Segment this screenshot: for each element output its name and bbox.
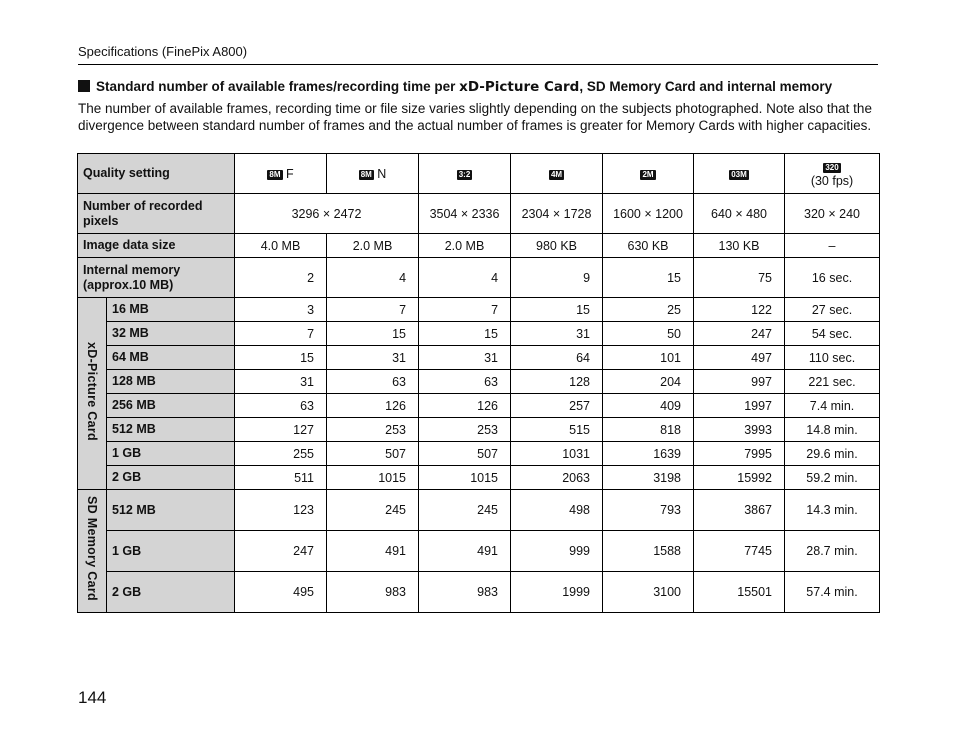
cell-value: 28.7 min. <box>806 544 858 558</box>
quality-cell <box>603 154 694 194</box>
running-header: Specifications (FinePix A800) <box>78 44 248 59</box>
cell-value: 126 <box>477 398 499 413</box>
page-number: 144 <box>78 688 107 707</box>
cell-value: 25 <box>667 302 682 317</box>
cell-value: Internal memory (approx.10 MB) <box>83 262 181 292</box>
card-cell <box>327 322 419 346</box>
cell-value: 7 <box>307 326 315 341</box>
cell-value: 128 <box>569 374 591 389</box>
cell-value: 3296 × 2472 <box>291 206 362 221</box>
cell-value: 497 <box>751 350 773 365</box>
card-row <box>78 370 880 394</box>
cell-value: 15992 <box>737 470 773 485</box>
cell-value: 27 sec. <box>811 302 853 317</box>
internal-cell <box>785 258 880 298</box>
card-cell <box>235 572 327 613</box>
card-cell <box>327 531 419 572</box>
card-cell <box>785 490 880 531</box>
card-cell <box>327 346 419 370</box>
card-cell <box>603 442 694 466</box>
card-cell <box>327 370 419 394</box>
card-cell <box>785 466 880 490</box>
cell-value: 127 <box>293 422 315 437</box>
cell-value: Image data size <box>83 238 176 252</box>
card-cell <box>785 370 880 394</box>
card-cell <box>419 490 511 531</box>
cell-value: 983 <box>477 585 499 599</box>
card-cell <box>603 370 694 394</box>
internal-cell <box>327 258 419 298</box>
card-cell <box>603 322 694 346</box>
card-cell <box>785 531 880 572</box>
card-cell <box>327 394 419 418</box>
capacity-label <box>107 298 235 322</box>
card-cell <box>694 531 785 572</box>
quality-mode-icon: 8M <box>360 169 372 179</box>
cell-value: 9 <box>583 270 591 285</box>
card-cell <box>785 298 880 322</box>
cell-value: 2063 <box>562 470 591 485</box>
card-cell <box>235 394 327 418</box>
card-cell <box>235 466 327 490</box>
cell-value: 247 <box>293 544 315 558</box>
card-cell <box>511 531 603 572</box>
card-cell <box>694 346 785 370</box>
card-row <box>78 298 880 322</box>
size-label <box>78 234 235 258</box>
cell-value: 2 GB <box>112 584 142 599</box>
cell-value: 130 KB <box>718 238 760 253</box>
card-cell <box>511 572 603 613</box>
card-cell <box>419 442 511 466</box>
cell-value: 3993 <box>744 422 773 437</box>
cell-value: 15 <box>576 302 591 317</box>
cell-value: 2 <box>307 270 315 285</box>
heading-suffix: , SD Memory Card and internal memory <box>579 79 833 94</box>
group-label-text: xD-Picture Card <box>85 342 99 441</box>
card-cell <box>694 490 785 531</box>
heading-xd-logo: xD-Picture Card <box>459 79 580 95</box>
cell-value: 50 <box>667 326 682 341</box>
card-cell <box>694 572 785 613</box>
card-cell <box>419 418 511 442</box>
cell-value: 123 <box>293 503 315 517</box>
cell-value: 320 × 240 <box>804 206 860 221</box>
cell-value: Quality setting <box>83 166 170 180</box>
frames-table <box>77 153 880 613</box>
quality-row <box>78 154 880 194</box>
cell-value: 1588 <box>653 544 682 558</box>
quality-cell <box>327 154 419 194</box>
card-cell <box>327 466 419 490</box>
cell-value: 491 <box>477 544 499 558</box>
card-cell <box>235 346 327 370</box>
card-cell <box>235 531 327 572</box>
cell-value: 31 <box>576 326 591 341</box>
cell-value: 640 × 480 <box>711 206 767 221</box>
cell-value: 1 GB <box>112 446 142 460</box>
quality-text: N <box>377 166 387 181</box>
cell-value: 16 MB <box>112 302 149 316</box>
cell-value: 245 <box>477 503 499 517</box>
card-cell <box>511 394 603 418</box>
card-cell <box>235 298 327 322</box>
cell-value: 14.8 min. <box>806 422 858 437</box>
quality-text: (30 fps) <box>810 173 854 188</box>
card-cell <box>235 370 327 394</box>
card-cell <box>511 322 603 346</box>
card-cell <box>235 418 327 442</box>
pixels-label <box>78 194 235 234</box>
quality-cell <box>511 154 603 194</box>
card-row <box>78 322 880 346</box>
card-cell <box>603 531 694 572</box>
quality-text: F <box>286 166 294 181</box>
size-cell <box>327 234 419 258</box>
card-cell <box>419 370 511 394</box>
cell-value: 15 <box>392 326 407 341</box>
card-cell <box>785 346 880 370</box>
cell-value: 128 MB <box>112 374 156 388</box>
cell-value: 14.3 min. <box>806 503 858 517</box>
cell-value: 3867 <box>744 503 773 517</box>
cell-value: 515 <box>569 422 591 437</box>
cell-value: 7 <box>399 302 407 317</box>
card-cell <box>327 490 419 531</box>
capacity-label <box>107 572 235 613</box>
card-cell <box>235 322 327 346</box>
capacity-label <box>107 490 235 531</box>
card-cell <box>603 490 694 531</box>
cell-value: Number of recorded pixels <box>83 198 203 228</box>
card-cell <box>603 346 694 370</box>
card-cell <box>694 322 785 346</box>
capacity-label <box>107 370 235 394</box>
cell-value: 7 <box>491 302 499 317</box>
quality-cell <box>419 154 511 194</box>
quality-mode-icon: 320 <box>825 162 839 172</box>
cell-value: 1600 × 1200 <box>613 206 683 221</box>
cell-value: 997 <box>751 374 773 389</box>
card-cell <box>694 370 785 394</box>
card-cell <box>235 442 327 466</box>
cell-value: 247 <box>751 326 773 341</box>
quality-mode-icon: 3:2 <box>458 169 471 179</box>
cell-value: 1997 <box>744 398 773 413</box>
header-rule <box>78 64 878 65</box>
cell-value: 2.0 MB <box>352 238 393 253</box>
cell-value: – <box>828 238 836 253</box>
pixels-cell <box>511 194 603 234</box>
card-cell <box>694 394 785 418</box>
cell-value: 2.0 MB <box>444 238 485 253</box>
quality-mode-icon: 8M <box>269 169 281 179</box>
cell-value: 409 <box>660 398 682 413</box>
internal-cell <box>603 258 694 298</box>
cell-value: 15501 <box>737 585 773 599</box>
cell-value: 1999 <box>562 585 591 599</box>
cell-value: 64 <box>576 350 591 365</box>
card-cell <box>327 572 419 613</box>
cell-value: 7745 <box>744 544 773 558</box>
capacity-label <box>107 322 235 346</box>
card-cell <box>603 298 694 322</box>
size-cell <box>694 234 785 258</box>
pixels-cell <box>419 194 511 234</box>
cell-value: 63 <box>484 374 499 389</box>
internal-cell <box>694 258 785 298</box>
cell-value: 1015 <box>470 470 499 485</box>
capacity-label <box>107 418 235 442</box>
group-label <box>78 490 107 613</box>
cell-value: 31 <box>484 350 499 365</box>
quality-cell <box>694 154 785 194</box>
pixels-cell <box>235 194 419 234</box>
capacity-label <box>107 466 235 490</box>
card-cell <box>694 298 785 322</box>
internal-cell <box>511 258 603 298</box>
cell-value: 495 <box>293 585 315 599</box>
cell-value: 793 <box>660 503 682 517</box>
cell-value: 15 <box>484 326 499 341</box>
cell-value: 818 <box>660 422 682 437</box>
quality-mode-icon: 4M <box>550 169 563 179</box>
internal-cell <box>419 258 511 298</box>
cell-value: 512 MB <box>112 422 156 436</box>
quality-mode-icon: 2M <box>642 169 654 179</box>
cell-value: 2 GB <box>112 470 142 484</box>
card-cell <box>785 418 880 442</box>
section-heading <box>78 79 832 95</box>
cell-value: 256 MB <box>112 398 156 412</box>
card-row <box>78 442 880 466</box>
size-cell <box>419 234 511 258</box>
pixels-cell <box>785 194 880 234</box>
square-bullet-icon <box>78 80 90 92</box>
card-cell <box>327 418 419 442</box>
card-cell <box>603 572 694 613</box>
quality-mode-icon: 03M <box>731 169 747 179</box>
cell-value: 63 <box>300 398 315 413</box>
card-cell <box>694 466 785 490</box>
heading-prefix: Standard number of available frames/recording time per <box>96 79 456 94</box>
cell-value: 3504 × 2336 <box>429 206 500 221</box>
card-row <box>78 531 880 572</box>
cell-value: 16 sec. <box>811 270 853 285</box>
cell-value: 999 <box>569 544 591 558</box>
quality-label <box>78 154 235 194</box>
card-cell <box>419 466 511 490</box>
cell-value: 63 <box>392 374 407 389</box>
card-cell <box>419 322 511 346</box>
card-row <box>78 572 880 613</box>
cell-value: 4 <box>491 270 499 285</box>
size-cell <box>785 234 880 258</box>
card-cell <box>511 466 603 490</box>
card-cell <box>235 490 327 531</box>
cell-value: 2304 × 1728 <box>521 206 592 221</box>
card-cell <box>511 370 603 394</box>
card-cell <box>511 298 603 322</box>
card-cell <box>327 298 419 322</box>
cell-value: 75 <box>758 270 773 285</box>
cell-value: 122 <box>751 302 773 317</box>
cell-value: 32 MB <box>112 326 149 340</box>
cell-value: 257 <box>569 398 591 413</box>
card-cell <box>603 418 694 442</box>
size-cell <box>235 234 327 258</box>
internal-row <box>78 258 880 298</box>
cell-value: 126 <box>385 398 407 413</box>
cell-value: 31 <box>392 350 407 365</box>
size-cell <box>603 234 694 258</box>
card-cell <box>511 418 603 442</box>
card-cell <box>419 298 511 322</box>
cell-value: 15 <box>667 270 682 285</box>
cell-value: 64 MB <box>112 350 149 364</box>
pixels-row <box>78 194 880 234</box>
cell-value: 221 sec. <box>808 374 856 389</box>
cell-value: 4.0 MB <box>260 238 301 253</box>
cell-value: 512 MB <box>112 502 156 517</box>
cell-value: 3198 <box>653 470 682 485</box>
cell-value: 4 <box>399 270 407 285</box>
internal-cell <box>235 258 327 298</box>
cell-value: 57.4 min. <box>806 585 858 599</box>
cell-value: 3 <box>307 302 315 317</box>
capacity-label <box>107 394 235 418</box>
card-row <box>78 490 880 531</box>
card-cell <box>419 346 511 370</box>
cell-value: 498 <box>569 503 591 517</box>
card-cell <box>419 394 511 418</box>
card-cell <box>603 466 694 490</box>
card-cell <box>785 572 880 613</box>
size-cell <box>511 234 603 258</box>
cell-value: 1639 <box>653 446 682 461</box>
cell-value: 54 sec. <box>811 326 853 341</box>
group-label-text: SD Memory Card <box>85 496 99 601</box>
card-cell <box>785 442 880 466</box>
cell-value: 7.4 min. <box>809 398 855 413</box>
card-cell <box>785 394 880 418</box>
pixels-cell <box>603 194 694 234</box>
card-cell <box>419 531 511 572</box>
capacity-label <box>107 346 235 370</box>
cell-value: 59.2 min. <box>806 470 858 485</box>
cell-value: 983 <box>385 585 407 599</box>
capacity-label <box>107 442 235 466</box>
card-row <box>78 418 880 442</box>
capacity-label <box>107 531 235 572</box>
cell-value: 101 <box>660 350 682 365</box>
cell-value: 1015 <box>378 470 407 485</box>
card-cell <box>511 346 603 370</box>
card-cell <box>327 442 419 466</box>
cell-value: 7995 <box>744 446 773 461</box>
card-cell <box>694 442 785 466</box>
cell-value: 15 <box>300 350 315 365</box>
cell-value: 1 GB <box>112 543 142 558</box>
cell-value: 511 <box>294 470 315 485</box>
cell-value: 255 <box>293 446 315 461</box>
internal-label <box>78 258 235 298</box>
card-cell <box>419 572 511 613</box>
cell-value: 507 <box>477 446 499 461</box>
card-row <box>78 394 880 418</box>
cell-value: 630 KB <box>627 238 669 253</box>
cell-value: 491 <box>385 544 407 558</box>
card-row <box>78 466 880 490</box>
card-cell <box>785 322 880 346</box>
card-cell <box>603 394 694 418</box>
size-row <box>78 234 880 258</box>
card-row <box>78 346 880 370</box>
cell-value: 507 <box>385 446 407 461</box>
cell-value: 1031 <box>562 446 591 461</box>
card-cell <box>694 418 785 442</box>
cell-value: 253 <box>385 422 407 437</box>
cell-value: 204 <box>660 374 682 389</box>
group-label <box>78 298 107 490</box>
quality-cell <box>235 154 327 194</box>
quality-cell <box>785 154 880 194</box>
cell-value: 29.6 min. <box>806 446 858 461</box>
cell-value: 31 <box>300 374 315 389</box>
cell-value: 980 KB <box>536 238 578 253</box>
intro-paragraph: The number of available frames, recording time or file size varies slightly depending on the subjects photographed. Note also that the divergence between standard number of frames and the actual number of frames is greater for Memory Cards with higher capacities. <box>78 101 872 133</box>
cell-value: 245 <box>385 503 407 517</box>
card-cell <box>511 442 603 466</box>
card-cell <box>511 490 603 531</box>
cell-value: 110 sec. <box>808 350 856 365</box>
cell-value: 3100 <box>653 585 682 599</box>
pixels-cell <box>694 194 785 234</box>
cell-value: 253 <box>477 422 499 437</box>
